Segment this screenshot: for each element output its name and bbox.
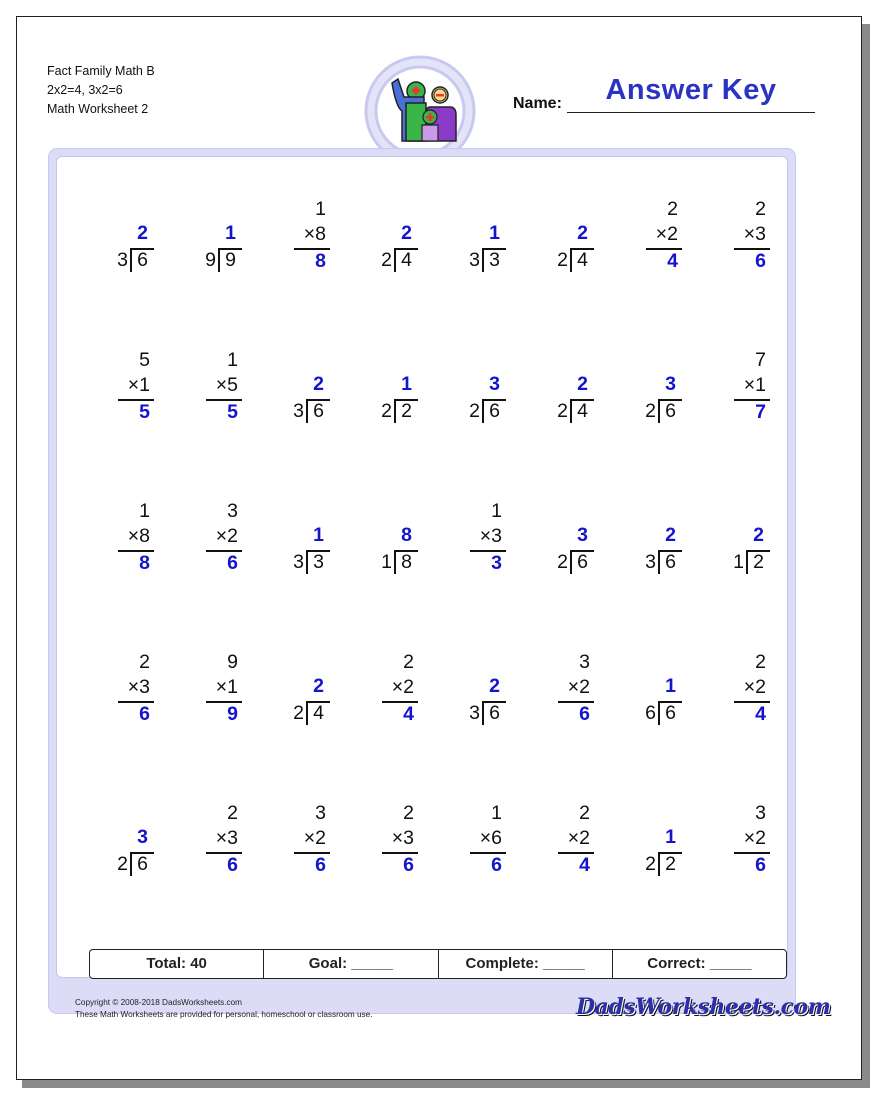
problem-3-7 <box>624 498 684 598</box>
dividend: 4 <box>577 400 588 422</box>
quotient-answer: 1 <box>313 524 324 546</box>
product-answer: 7 <box>755 401 766 423</box>
product-answer: 6 <box>139 703 150 725</box>
copyright-line: Copyright © 2008-2018 DadsWorksheets.com <box>75 998 242 1007</box>
problem-4-3 <box>272 649 332 749</box>
multiplicand: 3 <box>315 802 326 824</box>
multiplicand: 1 <box>139 500 150 522</box>
quotient-answer: 2 <box>137 222 148 244</box>
product-answer: 4 <box>403 703 414 725</box>
problem-3-8 <box>712 498 772 598</box>
quotient-answer: 3 <box>489 373 500 395</box>
division-bracket <box>218 248 220 272</box>
quotient-answer: 2 <box>313 373 324 395</box>
multiplicand: 3 <box>755 802 766 824</box>
dividend: 6 <box>313 400 324 422</box>
division-bracket <box>658 399 660 423</box>
multiplier: ×2 <box>215 525 238 547</box>
problem-4-5 <box>448 649 508 749</box>
long-division <box>630 826 680 886</box>
product-answer: 6 <box>579 703 590 725</box>
dividend: 6 <box>577 551 588 573</box>
divisor: 2 <box>557 551 568 573</box>
multiplicand: 2 <box>579 802 590 824</box>
multiplicand: 2 <box>227 802 238 824</box>
product-answer: 6 <box>755 250 766 272</box>
divisor: 6 <box>645 702 656 724</box>
multiplier: ×1 <box>743 374 766 396</box>
multiplier: ×5 <box>215 374 238 396</box>
divisor: 2 <box>645 853 656 875</box>
product-answer: 6 <box>403 854 414 876</box>
problem-2-5 <box>448 347 508 447</box>
product-answer: 6 <box>491 854 502 876</box>
long-division <box>366 524 416 584</box>
quotient-answer: 2 <box>753 524 764 546</box>
divisor: 3 <box>645 551 656 573</box>
worksheet-facts: 2x2=4, 3x2=6 <box>47 83 123 97</box>
quotient-answer: 3 <box>665 373 676 395</box>
dividend: 6 <box>489 400 500 422</box>
multiplicand: 2 <box>667 198 678 220</box>
brand-logo[interactable]: DadsWorksheets.com <box>576 994 831 1020</box>
dividend: 2 <box>665 853 676 875</box>
problem-1-1 <box>96 196 156 296</box>
division-bracket <box>130 248 132 272</box>
multiplier: ×3 <box>391 827 414 849</box>
long-division <box>102 222 152 282</box>
dividend: 6 <box>665 400 676 422</box>
product-answer: 6 <box>755 854 766 876</box>
division-bracket <box>394 550 396 574</box>
product-answer: 8 <box>315 250 326 272</box>
division-bracket <box>394 248 396 272</box>
product-answer: 6 <box>315 854 326 876</box>
long-division <box>542 373 592 433</box>
problem-5-5 <box>448 800 508 900</box>
long-division <box>630 524 680 584</box>
problem-1-2 <box>184 196 244 296</box>
multiplier: ×1 <box>127 374 150 396</box>
multiplier: ×3 <box>127 676 150 698</box>
product-answer: 8 <box>139 552 150 574</box>
multiplier: ×1 <box>215 676 238 698</box>
long-division <box>718 524 768 584</box>
problem-5-7 <box>624 800 684 900</box>
long-division <box>454 675 504 735</box>
multiplier: ×2 <box>567 676 590 698</box>
problem-4-2 <box>184 649 244 749</box>
product-answer: 5 <box>139 401 150 423</box>
problem-3-4 <box>360 498 420 598</box>
problem-5-6 <box>536 800 596 900</box>
copyright-notice <box>75 997 372 1021</box>
multiplicand: 2 <box>755 198 766 220</box>
problem-1-5 <box>448 196 508 296</box>
multiplicand: 2 <box>403 651 414 673</box>
total-count: Total: 40 <box>90 950 264 978</box>
dividend: 6 <box>137 853 148 875</box>
usage-line: These Math Worksheets are provided for personal, homeschool or classroom use. <box>75 1010 373 1019</box>
problem-5-4 <box>360 800 420 900</box>
dividend: 8 <box>401 551 412 573</box>
dividend: 3 <box>489 249 500 271</box>
problem-1-7 <box>624 196 684 296</box>
divisor: 2 <box>293 702 304 724</box>
divisor: 1 <box>733 551 744 573</box>
multiplicand: 2 <box>403 802 414 824</box>
problem-4-4 <box>360 649 420 749</box>
long-division <box>366 222 416 282</box>
long-division <box>190 222 240 282</box>
division-bracket <box>482 248 484 272</box>
long-division <box>454 373 504 433</box>
divisor: 3 <box>469 702 480 724</box>
problem-2-2 <box>184 347 244 447</box>
multiplier: ×2 <box>303 827 326 849</box>
multiplicand: 2 <box>139 651 150 673</box>
worksheet-title: Fact Family Math B <box>47 64 155 78</box>
dividend: 6 <box>665 551 676 573</box>
division-bracket <box>570 248 572 272</box>
goal-field[interactable]: Goal: _____ <box>264 950 438 978</box>
quotient-answer: 2 <box>577 373 588 395</box>
problem-1-8 <box>712 196 772 296</box>
quotient-answer: 1 <box>489 222 500 244</box>
problem-4-6 <box>536 649 596 749</box>
long-division <box>542 524 592 584</box>
multiplier: ×2 <box>567 827 590 849</box>
problem-5-2 <box>184 800 244 900</box>
name-label: Name: <box>513 95 562 112</box>
quotient-answer: 2 <box>577 222 588 244</box>
worksheet-number: Math Worksheet 2 <box>47 102 149 116</box>
division-bracket <box>570 550 572 574</box>
product-answer: 4 <box>579 854 590 876</box>
long-division <box>366 373 416 433</box>
quotient-answer: 2 <box>313 675 324 697</box>
problem-5-3 <box>272 800 332 900</box>
problem-1-4 <box>360 196 420 296</box>
divisor: 3 <box>117 249 128 271</box>
multiplicand: 3 <box>579 651 590 673</box>
quotient-answer: 8 <box>401 524 412 546</box>
long-division <box>542 222 592 282</box>
dividend: 6 <box>489 702 500 724</box>
dividend: 3 <box>313 551 324 573</box>
multiplicand: 1 <box>315 198 326 220</box>
long-division <box>630 373 680 433</box>
problem-grid <box>56 156 788 936</box>
dividend: 9 <box>225 249 236 271</box>
problem-5-1 <box>96 800 156 900</box>
problem-2-4 <box>360 347 420 447</box>
division-bracket <box>570 399 572 423</box>
divisor: 3 <box>293 551 304 573</box>
long-division <box>102 826 152 886</box>
product-answer: 4 <box>755 703 766 725</box>
division-bracket <box>482 399 484 423</box>
division-bracket <box>306 701 308 725</box>
quotient-answer: 3 <box>137 826 148 848</box>
problem-4-8 <box>712 649 772 749</box>
problem-2-6 <box>536 347 596 447</box>
dividend: 6 <box>137 249 148 271</box>
problem-5-8 <box>712 800 772 900</box>
long-division <box>278 524 328 584</box>
worksheet-header <box>47 62 155 119</box>
multiplier: ×3 <box>743 223 766 245</box>
divisor: 2 <box>645 400 656 422</box>
problem-3-2 <box>184 498 244 598</box>
dividend: 4 <box>401 249 412 271</box>
multiplier: ×8 <box>127 525 150 547</box>
problem-2-8 <box>712 347 772 447</box>
dividend: 2 <box>401 400 412 422</box>
multiplier: ×8 <box>303 223 326 245</box>
problem-2-7 <box>624 347 684 447</box>
multiplicand: 7 <box>755 349 766 371</box>
product-answer: 9 <box>227 703 238 725</box>
problem-2-1 <box>96 347 156 447</box>
multiplier: ×2 <box>391 676 414 698</box>
quotient-answer: 2 <box>489 675 500 697</box>
quotient-answer: 1 <box>401 373 412 395</box>
problem-4-7 <box>624 649 684 749</box>
division-bracket <box>482 701 484 725</box>
division-bracket <box>306 550 308 574</box>
division-bracket <box>658 550 660 574</box>
product-answer: 6 <box>227 552 238 574</box>
division-bracket <box>658 701 660 725</box>
quotient-answer: 1 <box>665 826 676 848</box>
division-bracket <box>394 399 396 423</box>
problem-3-6 <box>536 498 596 598</box>
score-bar <box>89 949 787 979</box>
multiplier: ×2 <box>743 676 766 698</box>
divisor: 2 <box>557 249 568 271</box>
multiplicand: 1 <box>491 802 502 824</box>
long-division <box>278 373 328 433</box>
product-answer: 6 <box>227 854 238 876</box>
divisor: 3 <box>293 400 304 422</box>
dividend: 2 <box>753 551 764 573</box>
complete-field[interactable]: Complete: _____ <box>439 950 613 978</box>
dividend: 4 <box>313 702 324 724</box>
quotient-answer: 1 <box>225 222 236 244</box>
multiplier: ×3 <box>479 525 502 547</box>
product-answer: 3 <box>491 552 502 574</box>
quotient-answer: 3 <box>577 524 588 546</box>
correct-field[interactable]: Correct: _____ <box>647 955 752 972</box>
division-bracket <box>306 399 308 423</box>
division-bracket <box>130 852 132 876</box>
divisor: 9 <box>205 249 216 271</box>
long-division <box>454 222 504 282</box>
dividend: 6 <box>665 702 676 724</box>
problem-4-1 <box>96 649 156 749</box>
divisor: 1 <box>381 551 392 573</box>
divisor: 3 <box>469 249 480 271</box>
multiplier: ×2 <box>743 827 766 849</box>
problem-3-5 <box>448 498 508 598</box>
multiplier: ×6 <box>479 827 502 849</box>
problem-1-6 <box>536 196 596 296</box>
multiplicand: 1 <box>491 500 502 522</box>
problem-2-3 <box>272 347 332 447</box>
answer-key-label: Answer Key <box>605 74 777 106</box>
name-line[interactable] <box>567 112 815 113</box>
dividend: 4 <box>577 249 588 271</box>
divisor: 2 <box>469 400 480 422</box>
divisor: 2 <box>381 400 392 422</box>
division-bracket <box>658 852 660 876</box>
product-answer: 4 <box>667 250 678 272</box>
divisor: 2 <box>381 249 392 271</box>
multiplicand: 2 <box>755 651 766 673</box>
problem-3-3 <box>272 498 332 598</box>
multiplier: ×3 <box>215 827 238 849</box>
division-bracket <box>746 550 748 574</box>
quotient-answer: 2 <box>401 222 412 244</box>
product-answer: 5 <box>227 401 238 423</box>
multiplicand: 1 <box>227 349 238 371</box>
problem-3-1 <box>96 498 156 598</box>
problem-1-3 <box>272 196 332 296</box>
multiplicand: 5 <box>139 349 150 371</box>
multiplicand: 9 <box>227 651 238 673</box>
long-division <box>630 675 680 735</box>
long-division <box>278 675 328 735</box>
divisor: 2 <box>557 400 568 422</box>
multiplicand: 3 <box>227 500 238 522</box>
quotient-answer: 2 <box>665 524 676 546</box>
multiplier: ×2 <box>655 223 678 245</box>
divisor: 2 <box>117 853 128 875</box>
quotient-answer: 1 <box>665 675 676 697</box>
